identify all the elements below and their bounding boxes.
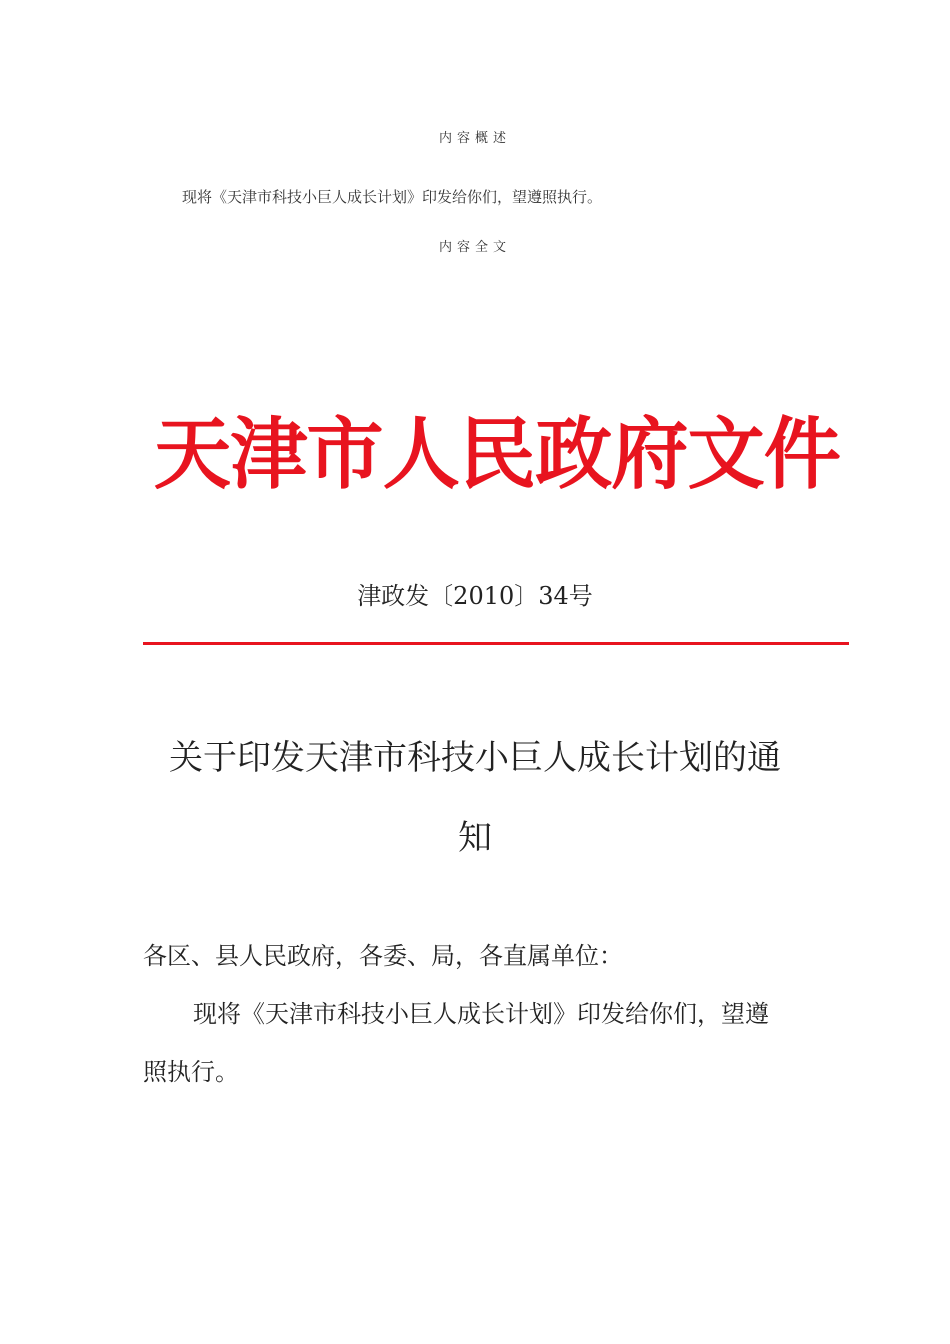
document-number: 津政发〔2010〕34号 (357, 582, 593, 610)
notice-title-line-1: 关于印发天津市科技小巨人成长计划的通 (169, 738, 781, 778)
body-paragraph-line-2: 照执行。 (143, 1058, 239, 1086)
body-paragraph-line-1: 现将《天津市科技小巨人成长计划》印发给你们，望遵 (193, 1000, 769, 1028)
red-divider-rule (143, 642, 849, 645)
notice-title-line-2: 知 (458, 818, 492, 858)
summary-heading: 内容概述 (438, 131, 511, 146)
document-masthead: 天津市人民政府文件 (153, 409, 841, 500)
fulltext-heading: 内容全文 (438, 240, 511, 255)
addressee: 各区、县人民政府，各委、局，各直属单位： (143, 942, 623, 970)
summary-text: 现将《天津市科技小巨人成长计划》印发给你们，望遵照执行。 (182, 188, 603, 206)
